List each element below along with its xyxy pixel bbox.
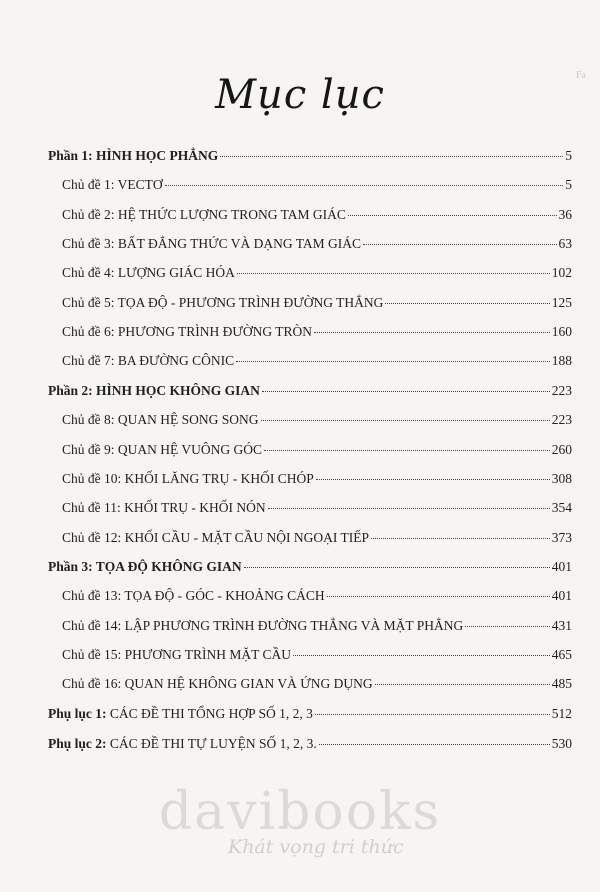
toc-page-number: 160: [551, 324, 572, 340]
appendix-title: CÁC ĐỀ THI TỔNG HỢP SỐ 1, 2, 3: [106, 706, 313, 721]
toc-entry-label: Chủ đề 1: VECTƠ: [62, 177, 163, 193]
toc-entry-label: Chủ đề 12: KHỐI CẦU - MẶT CẦU NỘI NGOẠI TIẾP: [62, 529, 369, 545]
toc-topic-row: [62, 442, 572, 458]
dot-leader: [261, 420, 550, 421]
dot-leader: [363, 244, 556, 245]
toc-topic-row: [62, 500, 572, 516]
toc-topic-row: [62, 353, 572, 369]
toc-entry-label: Chủ đề 9: QUAN HỆ VUÔNG GÓC: [62, 441, 262, 457]
toc-entry-label: Chủ đề 11: KHỐI TRỤ - KHỐI NÓN: [62, 500, 266, 516]
corner-mark: Fa: [576, 70, 586, 81]
appendix-title: CÁC ĐỀ THI TỰ LUYỆN SỐ 1, 2, 3.: [106, 736, 317, 751]
toc-entry-label: Chủ đề 8: QUAN HỆ SONG SONG: [62, 412, 259, 428]
toc-entry-label: Chủ đề 4: LƯỢNG GIÁC HÓA: [62, 265, 235, 281]
toc-entry-label: Chủ đề 3: BẤT ĐẲNG THỨC VÀ DẠNG TAM GIÁC: [62, 236, 362, 252]
toc-page-number: 465: [551, 646, 572, 662]
toc-topic-row: [62, 207, 572, 223]
toc-topic-row: [62, 471, 572, 487]
dot-leader: [371, 538, 550, 539]
toc-entry-label: Chủ đề 13: TỌA ĐỘ - GÓC - KHOẢNG CÁCH: [62, 588, 325, 604]
page-title: Mục lục: [215, 72, 385, 118]
dot-leader: [385, 303, 549, 304]
dot-leader: [348, 215, 557, 216]
dot-leader: [165, 185, 564, 186]
dot-leader: [268, 508, 550, 509]
toc-part-row: [48, 383, 572, 399]
dot-leader: [314, 332, 550, 333]
dot-leader: [327, 596, 550, 597]
dot-leader: [315, 714, 550, 715]
toc-page-number: 36: [558, 206, 572, 222]
dot-leader: [244, 567, 550, 568]
appendix-prefix: Phụ lục 2:: [48, 736, 107, 751]
toc-entry-label: Chủ đề 15: PHƯƠNG TRÌNH MẶT CẦU: [62, 646, 291, 662]
toc-appendix-label: [48, 706, 313, 722]
toc-page-number: 431: [551, 617, 572, 633]
toc-page-number: 530: [551, 736, 572, 751]
toc-page-number: 125: [551, 294, 572, 310]
dot-leader: [262, 391, 550, 392]
appendix-prefix: Phụ lục 1:: [48, 706, 107, 721]
toc-appendix-row: [48, 706, 572, 722]
toc-part-row: [48, 148, 572, 164]
toc-entry-label: Phần 1: HÌNH HỌC PHẲNG: [48, 148, 219, 163]
toc-topic-row: [62, 647, 572, 663]
toc-topic-row: [62, 177, 572, 193]
toc-entry-label: Chủ đề 10: KHỐI LĂNG TRỤ - KHỐI CHÓP: [62, 470, 314, 486]
toc-page-number: 373: [551, 529, 572, 545]
toc-appendix-row: [48, 736, 572, 752]
toc-topic-row: [62, 324, 572, 340]
toc-page-number: 223: [551, 412, 572, 428]
dot-leader: [237, 273, 550, 274]
toc-entry-label: Chủ đề 6: PHƯƠNG TRÌNH ĐƯỜNG TRÒN: [62, 324, 312, 340]
toc-page-number: 63: [558, 236, 572, 252]
dot-leader: [375, 684, 550, 685]
toc-entry-label: Chủ đề 16: QUAN HỆ KHÔNG GIAN VÀ ỨNG DỤNG: [62, 676, 373, 692]
dot-leader: [465, 626, 550, 627]
toc-part-row: [48, 559, 572, 575]
watermark-slogan: Khát vọng tri thức: [228, 836, 404, 858]
toc-page-number: 308: [551, 470, 572, 486]
toc-page-number: 401: [551, 558, 572, 574]
toc-topic-row: [62, 295, 572, 311]
toc-entry-label: Chủ đề 14: LẬP PHƯƠNG TRÌNH ĐƯỜNG THẲNG VÀ MẶT PHẲNG: [62, 617, 464, 633]
toc-topic-row: [62, 236, 572, 252]
toc-topic-row: [62, 618, 572, 634]
toc-topic-row: [62, 412, 572, 428]
toc-page-number: 223: [551, 382, 572, 398]
dot-leader: [236, 361, 550, 362]
toc-topic-row: [62, 530, 572, 546]
dot-leader: [316, 479, 550, 480]
toc-topic-row: [62, 676, 572, 692]
watermark-brand: davibooks: [158, 782, 442, 842]
dot-leader: [293, 655, 550, 656]
toc-topic-row: [62, 588, 572, 604]
toc-page-number: 188: [551, 353, 572, 369]
dot-leader: [264, 450, 550, 451]
toc-topic-row: [62, 265, 572, 281]
toc-entry-label: Phần 2: HÌNH HỌC KHÔNG GIAN: [48, 382, 260, 398]
toc-entry-label: Chủ đề 5: TỌA ĐỘ - PHƯƠNG TRÌNH ĐƯỜNG THẲNG: [62, 294, 384, 310]
toc-page-number: 5: [565, 148, 572, 163]
toc-page-number: 260: [551, 441, 572, 457]
toc-entry-label: Chủ đề 7: BA ĐƯỜNG CÔNIC: [62, 353, 235, 369]
toc-page-number: 5: [565, 177, 572, 193]
toc-page-number: 485: [551, 676, 572, 692]
toc-page-number: 354: [551, 500, 572, 516]
toc-entry-label: Chủ đề 2: HỆ THỨC LƯỢNG TRONG TAM GIÁC: [62, 206, 346, 222]
toc-page-number: 102: [551, 265, 572, 281]
toc-page-number: 401: [551, 588, 572, 604]
dot-leader: [319, 744, 550, 745]
dot-leader: [220, 156, 563, 157]
toc-appendix-label: [48, 736, 317, 752]
toc-entry-label: Phần 3: TỌA ĐỘ KHÔNG GIAN: [48, 558, 242, 574]
toc-page-number: 512: [551, 706, 572, 721]
